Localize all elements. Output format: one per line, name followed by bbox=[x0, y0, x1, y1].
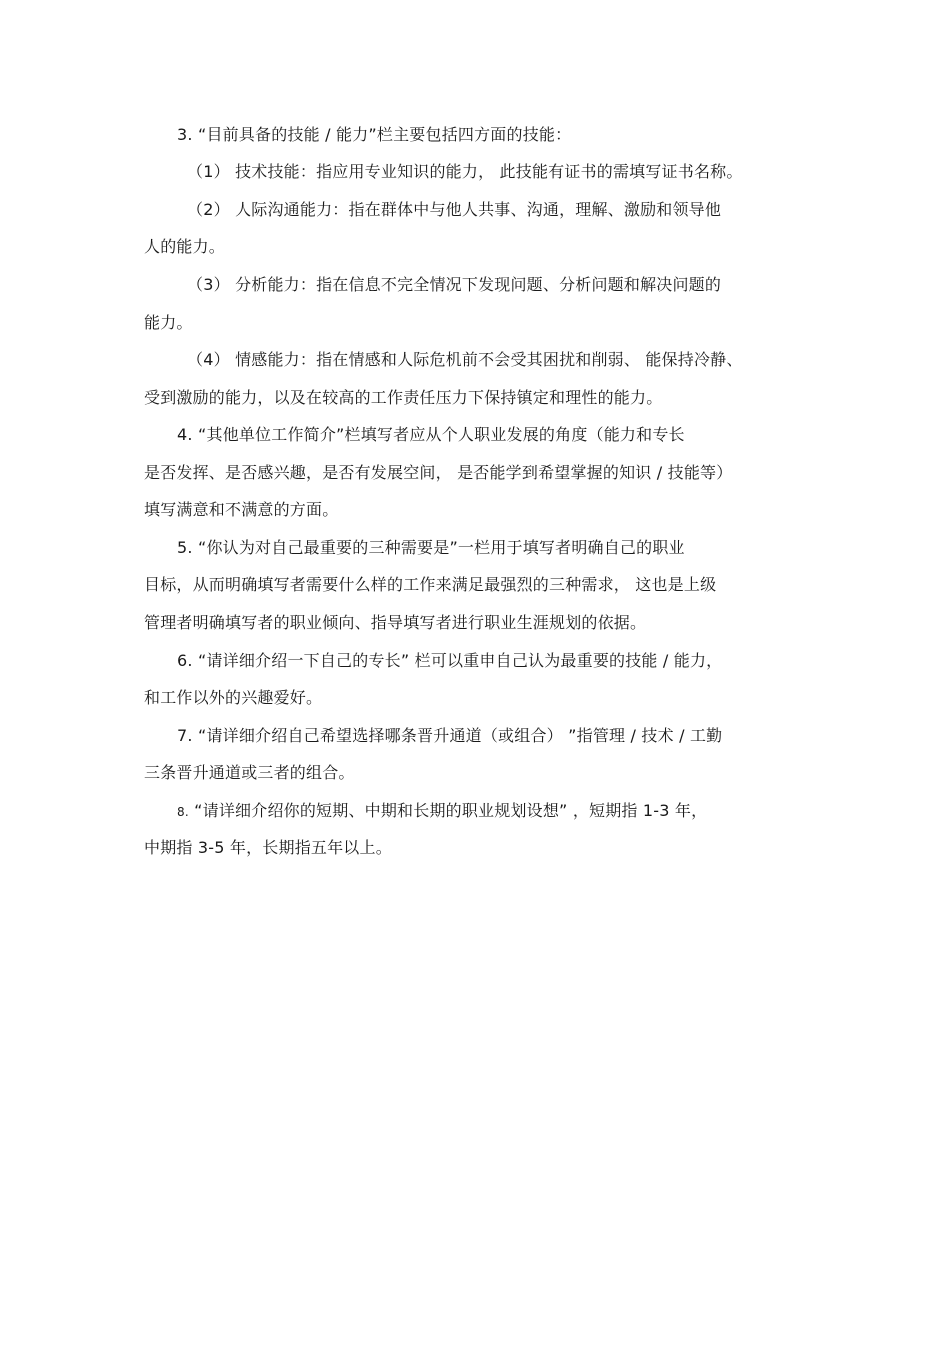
item-3-sub-4-line-2: 受到激励的能力，以及在较高的工作责任压力下保持镇定和理性的能力。 bbox=[144, 388, 663, 407]
item-5-line-3: 管理者明确填写者的职业倾向、指导填写者进行职业生涯规划的依据。 bbox=[144, 613, 647, 632]
item-3-sub-3-line-1: （3） 分析能力：指在信息不完全情况下发现问题、分析问题和解决问题的 bbox=[187, 275, 722, 294]
item-3-sub-2-line-1: （2） 人际沟通能力：指在群体中与他人共事、沟通，理解、激励和领导他 bbox=[187, 200, 722, 219]
item-7-line-1: 7. “请详细介绍自己希望选择哪条晋升通道（或组合） ”指管理 / 技术 / 工勤 bbox=[177, 726, 723, 745]
item-6-line-2: 和工作以外的兴趣爱好。 bbox=[144, 688, 323, 707]
item-8-line-2: 中期指 3-5 年，长期指五年以上。 bbox=[144, 838, 392, 857]
item-3-heading: 3. “目前具备的技能 / 能力”栏主要包括四方面的技能： bbox=[177, 125, 572, 144]
item-6-line-1: 6. “请详细介绍一下自己的专长” 栏可以重申自己认为最重要的技能 / 能力， bbox=[177, 651, 723, 670]
item-4-line-3: 填写满意和不满意的方面。 bbox=[144, 500, 339, 519]
item-8-line-1 bbox=[177, 801, 707, 822]
item-4-line-2: 是否发挥、是否感兴趣，是否有发展空间， 是否能学到希望掌握的知识 / 技能等） bbox=[144, 463, 733, 482]
item-3-sub-3-line-2: 能力。 bbox=[144, 313, 193, 332]
item-3-sub-2-line-2: 人的能力。 bbox=[144, 237, 226, 256]
item-5-line-1: 5. “你认为对自己最重要的三种需要是”一栏用于填写者明确自己的职业 bbox=[177, 538, 685, 557]
item-3-sub-1: （1） 技术技能：指应用专业知识的能力， 此技能有证书的需填写证书名称。 bbox=[187, 162, 743, 181]
item-5-line-2: 目标，从而明确填写者需要什么样的工作来满足最强烈的三种需求， 这也是上级 bbox=[144, 575, 717, 594]
item-8-text: “请详细介绍你的短期、中期和长期的职业规划设想” ，短期指 1-3 年， bbox=[194, 801, 708, 820]
item-8-number: 8. bbox=[177, 805, 189, 819]
item-4-line-1: 4. “其他单位工作简介”栏填写者应从个人职业发展的角度（能力和专长 bbox=[177, 425, 685, 444]
item-3-sub-4-line-1: （4） 情感能力：指在情感和人际危机前不会受其困扰和削弱、 能保持冷静、 bbox=[187, 350, 743, 369]
item-7-line-2: 三条晋升通道或三者的组合。 bbox=[144, 763, 355, 782]
